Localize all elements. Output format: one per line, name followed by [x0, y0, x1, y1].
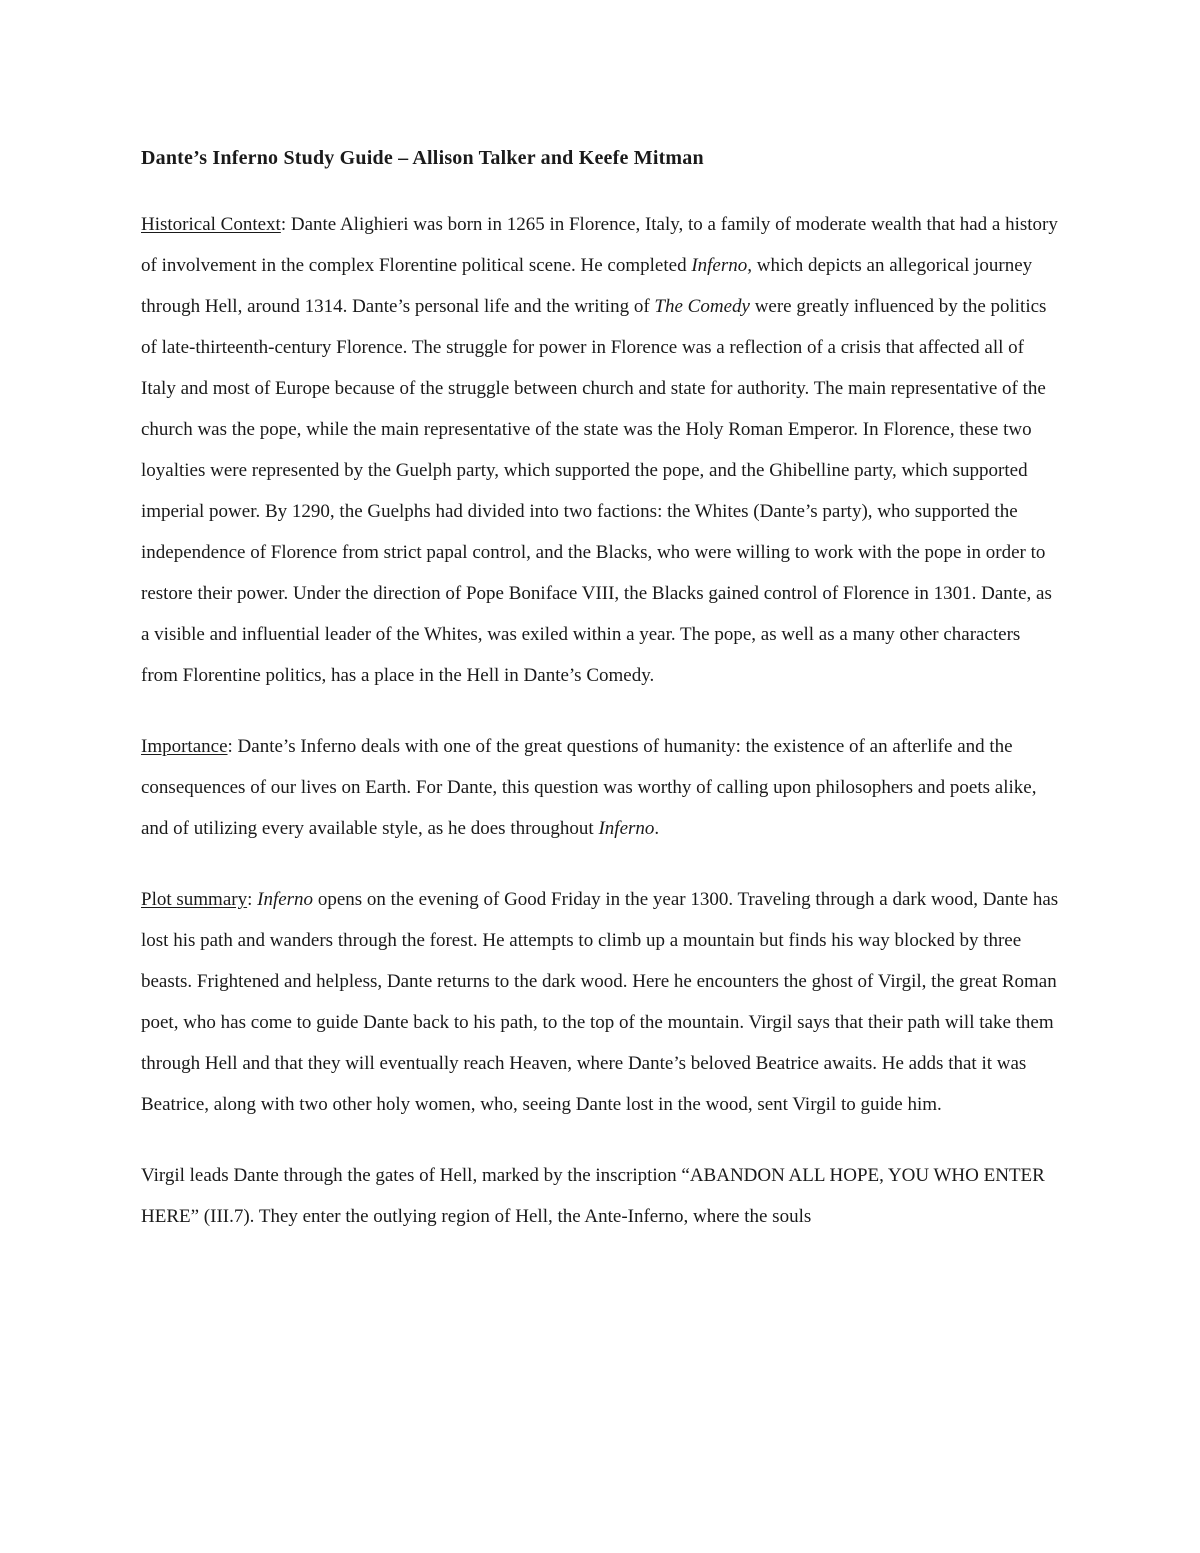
importance-paragraph [141, 726, 1061, 849]
plot-summary-italic-inferno: Inferno [257, 889, 314, 910]
document-page [141, 142, 1061, 1267]
historical-context-text-1: : Dante Alighieri was born in 1265 in Florence, Italy, to a family of moderate wealth that had a history of involvement in the complex Florentine political scene. He completed [141, 214, 1058, 276]
importance-italic-inferno: Inferno [598, 818, 655, 839]
importance-label: Importance [141, 736, 228, 757]
historical-context-paragraph [141, 204, 1061, 696]
importance-text-1: : Dante’s Inferno deals with one of the great questions of humanity: the existence of an afterlife and the consequences of our lives on Earth. For Dante, this question was worthy of calling upon philosophers and poets alike, and of utilizing every available style, as he does throughout [141, 736, 1037, 839]
plot-summary-text-1: opens on the evening of Good Friday in the year 1300. Traveling through a dark wood, Dante has lost his path and wanders through the forest. He attempts to climb up a mountain but finds his way blocked by three beasts. Frightened and helpless, Dante returns to the dark wood. Here he encounters the ghost of Virgil, the great Roman poet, who has come to guide Dante back to his path, to the top of the mountain. Virgil says that their path will take them through Hell and that they will eventually reach Heaven, where Dante’s beloved Beatrice awaits. He adds that it was Beatrice, along with two other holy women, who, seeing Dante lost in the wood, sent Virgil to guide him. [141, 889, 1059, 1115]
historical-context-text-2: which depicts an allegorical journey through Hell, around 1314. Dante’s personal life and the writing of [141, 255, 1033, 317]
plot-summary-paragraph [141, 879, 1061, 1125]
historical-context-label: Historical Context [141, 214, 281, 235]
continuation-paragraph: Virgil leads Dante through the gates of Hell, marked by the inscription “ABANDON ALL HOPE, YOU WHO ENTER HERE” (III.7). They enter the outlying region of Hell, the Ante-Inferno, where the souls [141, 1165, 1045, 1227]
historical-context-italic-inferno: Inferno, [691, 255, 753, 276]
historical-context-italic-comedy: The Comedy [654, 296, 750, 317]
plot-summary-label: Plot summary [141, 889, 248, 910]
document-title: Dante’s Inferno Study Guide – Allison Talker and Keefe Mitman [141, 147, 704, 169]
historical-context-text-3: were greatly influenced by the politics of late-thirteenth-century Florence. The struggle for power in Florence was a reflection of a crisis that affected all of Italy and most of Europe because of the struggle between church and state for authority. The main representative of the church was the pope, while the main representative of the state was the Holy Roman Emperor. In Florence, these two loyalties were represented by the Guelph party, which supported the pope, and the Ghibelline party, which supported imperial power. By 1290, the Guelphs had divided into two factions: the Whites (Dante’s party), who supported the independence of Florence from strict papal control, and the Blacks, who were willing to work with the pope in order to restore their power. Under the direction of Pope Boniface VIII, the Blacks gained control of Florence in 1301. Dante, as a visible and influential leader of the Whites, was exiled within a year. The pope, as well as a many other characters from Florentine politics, has a place in the Hell in Dante’s Comedy. [141, 296, 1052, 686]
plot-summary-text-0: : [247, 889, 258, 910]
importance-text-2: . [654, 818, 660, 839]
